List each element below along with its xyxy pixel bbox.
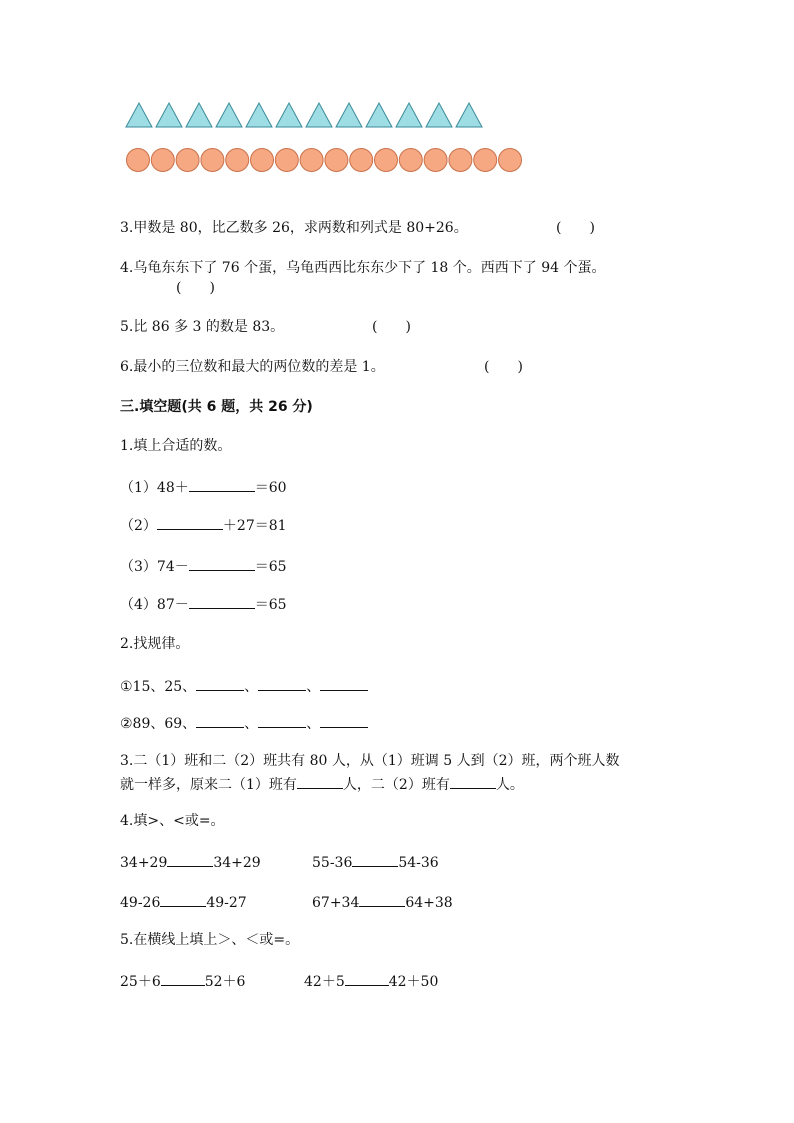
triangle-shape bbox=[396, 103, 422, 127]
separator: 、 bbox=[244, 716, 259, 732]
section-title: 三.填空题(共 6 题，共 26 分) bbox=[120, 399, 313, 415]
fill-q1-item-2 bbox=[120, 515, 287, 535]
triangle-shape bbox=[246, 103, 272, 127]
judge-q5-text: 5.比 86 多 3 的数是 83。 bbox=[120, 319, 285, 335]
triangle-shape bbox=[426, 103, 452, 127]
answer-blank[interactable] bbox=[196, 676, 244, 691]
answer-blank[interactable] bbox=[258, 676, 306, 691]
fill-q1-item-3-pre: （3）74－ bbox=[120, 559, 189, 575]
judge-q4-text: 4.乌龟东东下了 76 个蛋，乌龟西西比东东少下了 18 个。西西下了 94 个蛋。 bbox=[120, 260, 606, 276]
fill-q3-line2-a: 就一样多，原来二（1）班有 bbox=[120, 777, 297, 793]
circle-shape bbox=[474, 149, 497, 172]
fill-q1-item-3-post: ＝65 bbox=[254, 559, 287, 575]
answer-blank[interactable] bbox=[359, 892, 405, 907]
compare-left: 42＋5 bbox=[304, 974, 345, 990]
judge-q3-text: 3.甲数是 80，比乙数多 26，求两数和列式是 80+26。 bbox=[120, 220, 468, 236]
judge-q3-paren[interactable]: ( ) bbox=[556, 220, 595, 236]
answer-blank[interactable] bbox=[160, 892, 206, 907]
circle-shape bbox=[424, 149, 447, 172]
compare-item-1 bbox=[120, 852, 261, 872]
compare-item-3 bbox=[120, 892, 247, 912]
fill-q1-item-1-pre: （1）48＋ bbox=[120, 480, 189, 496]
compare-left: 67+34 bbox=[312, 895, 360, 911]
circle-shape bbox=[300, 149, 323, 172]
answer-blank[interactable] bbox=[196, 713, 244, 728]
separator: 、 bbox=[306, 716, 321, 732]
answer-blank[interactable] bbox=[450, 774, 496, 789]
fill-q4-title: 4.填>、<或=。 bbox=[120, 813, 225, 829]
circle-row bbox=[120, 145, 530, 175]
compare-left: 55-36 bbox=[312, 855, 353, 871]
circle-shape bbox=[176, 149, 199, 172]
answer-blank[interactable] bbox=[189, 556, 255, 571]
compare-left: 25＋6 bbox=[120, 974, 161, 990]
triangle-shape bbox=[306, 103, 332, 127]
separator: 、 bbox=[244, 679, 259, 695]
answer-blank[interactable] bbox=[345, 971, 389, 986]
pattern-row-2-start: ②89、69、 bbox=[120, 716, 197, 732]
circle-shape bbox=[226, 149, 249, 172]
compare-right: 49-27 bbox=[206, 895, 247, 911]
compare-item-2 bbox=[312, 852, 439, 872]
fill-q1-item-2-post: ＋27＝81 bbox=[222, 518, 287, 534]
compare-item-4 bbox=[312, 892, 453, 912]
compare-right: 64+38 bbox=[405, 895, 453, 911]
compare-left: 34+29 bbox=[120, 855, 168, 871]
pattern-row-1 bbox=[120, 676, 368, 696]
circle-shape bbox=[399, 149, 422, 172]
compare-left: 49-26 bbox=[120, 895, 161, 911]
compare-right: 42＋50 bbox=[388, 974, 439, 990]
judge-q4-paren[interactable]: ( ) bbox=[176, 280, 215, 296]
judge-q5-paren[interactable]: ( ) bbox=[372, 319, 411, 335]
fill-q1-item-4 bbox=[120, 594, 287, 614]
judge-q5 bbox=[120, 318, 284, 336]
circle-shape bbox=[251, 149, 274, 172]
circle-shape bbox=[325, 149, 348, 172]
answer-blank[interactable] bbox=[189, 594, 255, 609]
answer-blank[interactable] bbox=[352, 852, 398, 867]
compare-right: 54-36 bbox=[398, 855, 439, 871]
fill-q1-item-1 bbox=[120, 477, 287, 497]
separator: 、 bbox=[306, 679, 321, 695]
fill-q5-title: 5.在横线上填上＞、＜或=。 bbox=[120, 932, 300, 948]
circle-shape bbox=[499, 149, 522, 172]
circle-shape bbox=[375, 149, 398, 172]
compare-q5-item-2 bbox=[304, 971, 438, 991]
pattern-row-1-start: ①15、25、 bbox=[120, 679, 197, 695]
judge-q6 bbox=[120, 358, 385, 376]
fill-q3-line2 bbox=[120, 774, 524, 794]
triangle-shape bbox=[276, 103, 302, 127]
answer-blank[interactable] bbox=[320, 676, 368, 691]
answer-blank[interactable] bbox=[167, 852, 213, 867]
fill-q2-title: 2.找规律。 bbox=[120, 636, 190, 652]
fill-q1-item-4-pre: （4）87－ bbox=[120, 597, 189, 613]
judge-q6-paren[interactable]: ( ) bbox=[484, 359, 523, 375]
fill-q3-line2-c: 人。 bbox=[495, 777, 524, 793]
circle-shape bbox=[350, 149, 373, 172]
circle-shape bbox=[127, 149, 150, 172]
triangle-row bbox=[120, 100, 490, 132]
fill-q1-item-4-post: ＝65 bbox=[254, 597, 287, 613]
triangle-shape bbox=[186, 103, 212, 127]
pattern-row-2 bbox=[120, 713, 368, 733]
fill-q3-line2-b: 人，二（2）班有 bbox=[342, 777, 450, 793]
fill-q3-line1: 3.二（1）班和二（2）班共有 80 人，从（1）班调 5 人到（2）班，两个班人数 bbox=[120, 753, 620, 769]
triangle-shape bbox=[336, 103, 362, 127]
compare-right: 34+29 bbox=[213, 855, 261, 871]
triangle-shape bbox=[456, 103, 482, 127]
answer-blank[interactable] bbox=[161, 971, 205, 986]
triangle-shape bbox=[216, 103, 242, 127]
answer-blank[interactable] bbox=[258, 713, 306, 728]
answer-blank[interactable] bbox=[320, 713, 368, 728]
fill-q1-title: 1.填上合适的数。 bbox=[120, 438, 232, 454]
fill-q1-item-2-pre: （2） bbox=[120, 518, 157, 534]
judge-q3 bbox=[120, 219, 468, 237]
answer-blank[interactable] bbox=[297, 774, 343, 789]
compare-right: 52＋6 bbox=[204, 974, 246, 990]
judge-q6-text: 6.最小的三位数和最大的两位数的差是 1。 bbox=[120, 359, 385, 375]
compare-q5-item-1 bbox=[120, 971, 245, 991]
triangle-shape bbox=[156, 103, 182, 127]
circle-shape bbox=[275, 149, 298, 172]
triangle-shape bbox=[126, 103, 152, 127]
answer-blank[interactable] bbox=[157, 515, 223, 530]
judge-q4 bbox=[120, 259, 606, 277]
circle-shape bbox=[449, 149, 472, 172]
circle-shape bbox=[201, 149, 224, 172]
fill-q1-item-1-post: ＝60 bbox=[254, 480, 287, 496]
circle-shape bbox=[151, 149, 174, 172]
triangle-shape bbox=[366, 103, 392, 127]
fill-q1-item-3 bbox=[120, 556, 287, 576]
answer-blank[interactable] bbox=[189, 477, 255, 492]
